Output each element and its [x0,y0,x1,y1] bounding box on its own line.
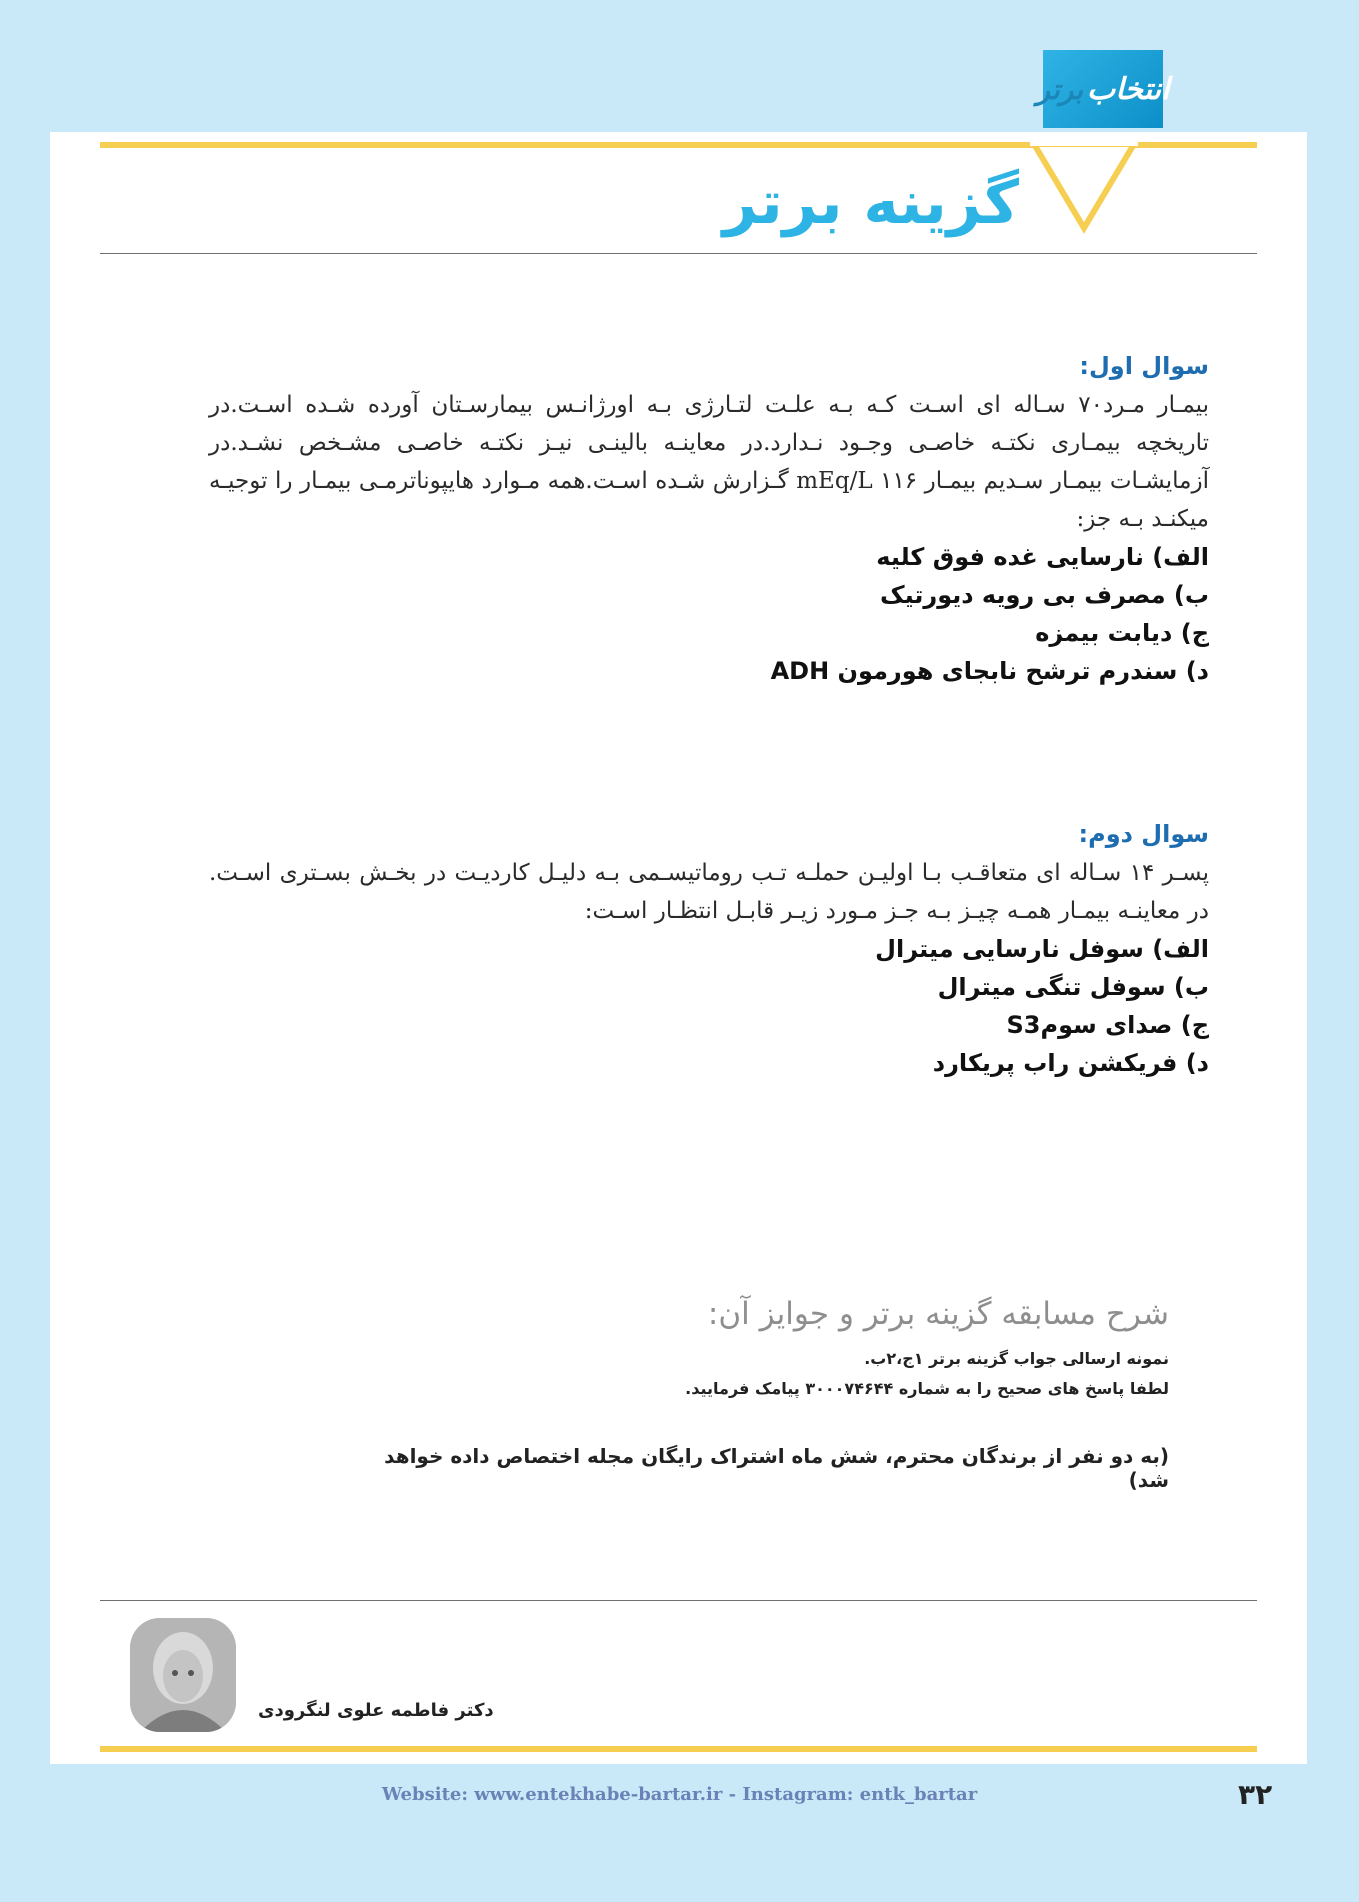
author-photo [130,1618,236,1732]
question-2-option-a: الف) سوفل نارسایی میترال [875,935,1209,963]
question-2-option-d: د) فریکشن راب پریکارد [932,1049,1209,1077]
author-name: دکتر فاطمه علوی لنگرودی [258,1700,494,1721]
question-2-body: پسـر ۱۴ سـاله ای متعاقـب بـا اولیـن حملـه تـب روماتیسـمی بـه دلیـل کاردیـت در بخـش بسـتری اسـت. در معاینـه بیمـار همـه چیـز بـه جـز مـورد زیـر قابـل انتظـار اسـت: [209,860,1209,924]
footer-website: Website: www.entekhabe-bartar.ir - Instagram: entk_bartar [381,1784,978,1805]
question-2-option-b: ب) سوفل تنگی میترال [937,973,1209,1001]
question-2-option-c: ج) صدای سومS3 [1006,1011,1209,1039]
contest-title: شرح مسابقه گزینه برتر و جوایز آن: [707,1296,1169,1332]
question-1-option-b: ب) مصرف بی رویه دیورتیک [880,581,1209,609]
contest-section [369,1296,1169,1492]
contest-prize-note: (به دو نفر از برندگان محترم، شش ماه اشتراک رایگان مجله اختصاص داده خواهد شد) [384,1444,1169,1492]
author-divider [100,1600,1257,1601]
contest-sample: نمونه ارسالی جواب گزینه برتر ۱ج،۲ب. [864,1349,1169,1368]
header-triangle [1030,138,1138,234]
question-1-option-d: د) سندرم ترشح نابجای هورمون ADH [770,657,1209,685]
header-divider [100,253,1257,254]
page-number: ۳۲ [1238,1778,1273,1811]
top-gold-line-right [1131,142,1257,148]
question-1-option-a: الف) نارسایی غده فوق کلیه [876,543,1209,571]
question-2-heading: سوال دوم: [1078,820,1209,848]
question-1-body: بیمـار مـرد۷۰ سـاله ای اسـت کـه بـه علـت لتـارژی بـه اورژانـس بیمارسـتان آورده شـده اسـت.در تاریخچه بیمـاری نکتـه خاصـی وجـود نـدارد.در معاینـه بالینـی نیـز نکتـه خاصـی مشـخص نشـد.در آزمایشـات بیمـار سـدیم بیمـار ۱۱۶ mEq/L گـزارش شـده اسـت.همه مـوارد هایپوناترمـی بیمـار را توجیـه میکنـد بـه جز: [209,392,1209,532]
magazine-logo [1036,50,1170,128]
contest-instruction: لطفا پاسخ های صحیح را به شماره ۳۰۰۰۷۴۶۴۴ پیامک فرمایید. [685,1379,1169,1398]
top-gold-line-left [100,142,1037,148]
question-1 [209,352,1209,690]
bottom-gold-line [100,1746,1257,1752]
question-2 [209,820,1209,1082]
section-title: گزینه برتر [722,168,1019,238]
logo-tail: برتر [1036,72,1083,106]
question-1-option-c: ج) دیابت بیمزه [1035,619,1209,647]
question-1-heading: سوال اول: [1079,352,1209,380]
logo-text: انتخاب [1086,71,1170,107]
